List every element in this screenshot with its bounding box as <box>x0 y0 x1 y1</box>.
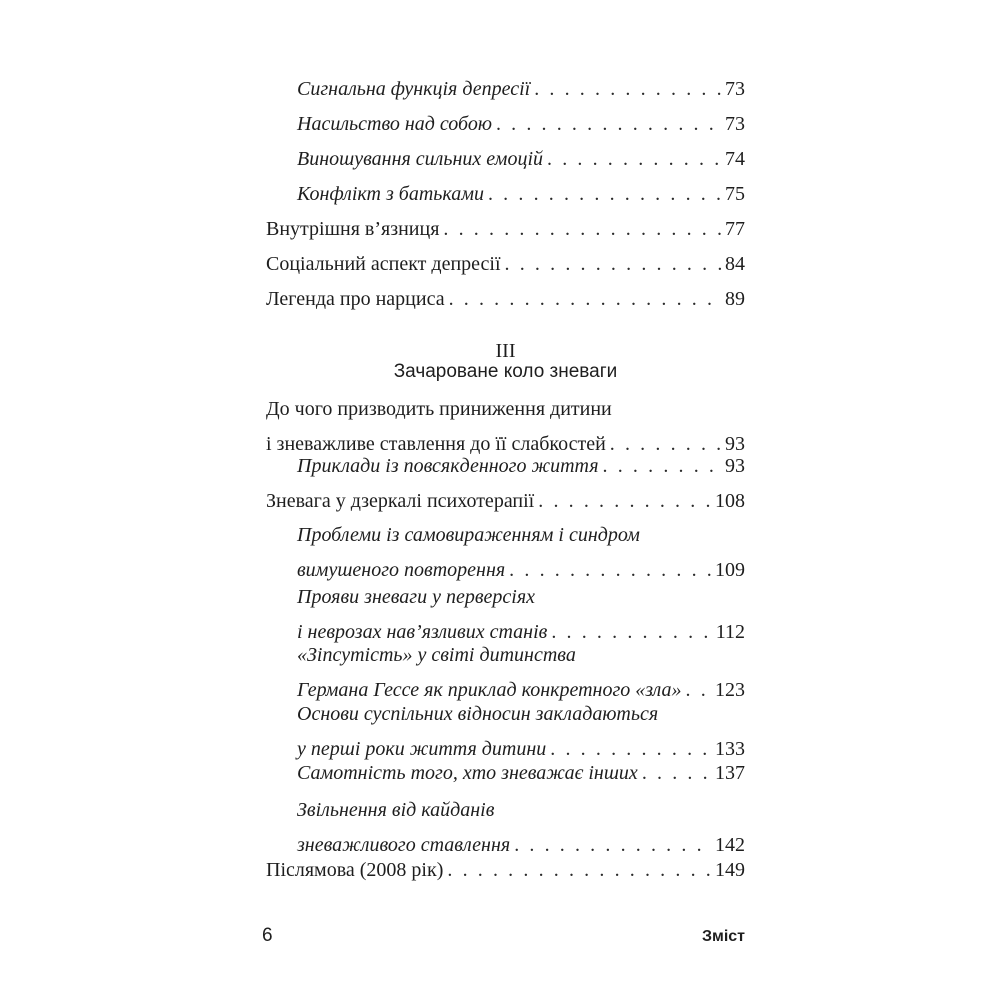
toc-entry-page: 93 <box>725 455 745 477</box>
toc-entry-title-line1: Основи суспільних відносин закладаються <box>297 703 659 725</box>
toc-entry-title: Конфлікт з батьками <box>297 183 484 205</box>
leader-dots <box>488 177 721 212</box>
toc-entry-page: 123 <box>715 679 745 701</box>
section-title: Зачароване коло зневаги <box>393 361 618 382</box>
toc-entry <box>297 518 745 588</box>
toc-entry-title: Зневага у дзеркалі психотерапії <box>266 490 535 512</box>
toc-entry-title-line1: Проблеми із самовираженням і синдром <box>297 524 640 546</box>
toc-entry-page: 149 <box>715 859 745 881</box>
toc-entry-page: 73 <box>725 78 745 100</box>
toc-entry-title: Приклади із повсякденного життя <box>297 455 599 477</box>
toc-entry <box>266 853 745 888</box>
leader-dots <box>547 142 721 177</box>
leader-dots <box>447 853 711 888</box>
leader-dots <box>443 212 721 247</box>
toc-entry-title: Сигнальна функція депресії <box>297 78 531 100</box>
toc-entry-title-line2: зневажливого ставлення <box>297 834 511 856</box>
toc-entry <box>266 484 745 519</box>
toc-entry-page: 75 <box>725 183 745 205</box>
toc-entry <box>266 247 745 282</box>
toc-entry-page: 73 <box>725 113 745 135</box>
toc-entry-title: Насильство над собою <box>297 113 492 135</box>
toc-entry-title-line1: Звільнення від кайданів <box>297 799 495 821</box>
toc-entry <box>266 212 745 247</box>
toc-entry-title-line2: у перші роки життя дитини <box>297 738 547 760</box>
toc-entry-title: Післямова (2008 рік) <box>266 859 444 881</box>
toc-entry-title: Легенда про нарциса <box>266 288 445 310</box>
toc-entry-page: 142 <box>715 834 745 856</box>
leader-dots <box>449 282 721 317</box>
toc-entry-page: 77 <box>725 218 745 240</box>
toc-entry-page: 109 <box>715 559 745 581</box>
toc-entry-page: 112 <box>715 621 745 643</box>
toc-entry-page: 74 <box>725 148 745 170</box>
page-number: 6 <box>262 925 273 946</box>
leader-dots <box>603 449 721 484</box>
section-number: ІІІ <box>495 340 516 362</box>
leader-dots <box>538 484 711 519</box>
leader-dots <box>642 756 711 791</box>
toc-entry-page: 133 <box>715 738 745 760</box>
toc-entry-page: 93 <box>725 433 745 455</box>
toc-entry <box>297 449 745 484</box>
toc-entry <box>297 756 745 791</box>
toc-entry-title: Самотність того, хто зневажає інших <box>297 762 638 784</box>
toc-entry-title-line2: і зневажливе ставлення до її слабкостей <box>266 433 606 455</box>
toc-entry-title-line1: «Зіпсутість» у світі дитинства <box>297 644 576 666</box>
toc-entry <box>297 72 745 107</box>
toc-entry <box>266 282 745 317</box>
toc-entry-page: 89 <box>725 288 745 310</box>
leader-dots <box>534 72 721 107</box>
toc-entry-title-line1: До чого призводить приниження дитини <box>266 398 612 420</box>
toc-entry <box>297 142 745 177</box>
toc-entry-title-line2: і неврозах нав’язливих станів <box>297 621 548 643</box>
running-footer-title: Зміст <box>701 928 745 945</box>
toc-entry-page: 84 <box>725 253 745 275</box>
toc-entry <box>297 177 745 212</box>
leader-dots <box>496 107 721 142</box>
toc-entry-page: 108 <box>715 490 745 512</box>
toc-entry-title-line2: вимушеного повторення <box>297 559 506 581</box>
toc-entry-title: Виношування сильних емоцій <box>297 148 543 170</box>
toc-entry <box>297 107 745 142</box>
toc-entry-title-line1: Прояви зневаги у перверсіях <box>297 586 536 608</box>
toc-entry-title-line2: Германа Гессе як приклад конкретного «зла» <box>297 679 682 701</box>
toc-entry-title: Соціальний аспект депресії <box>266 253 501 275</box>
leader-dots <box>505 247 721 282</box>
toc-entry-title: Внутрішня в’язниця <box>266 218 440 240</box>
toc-entry-page: 137 <box>715 762 745 784</box>
